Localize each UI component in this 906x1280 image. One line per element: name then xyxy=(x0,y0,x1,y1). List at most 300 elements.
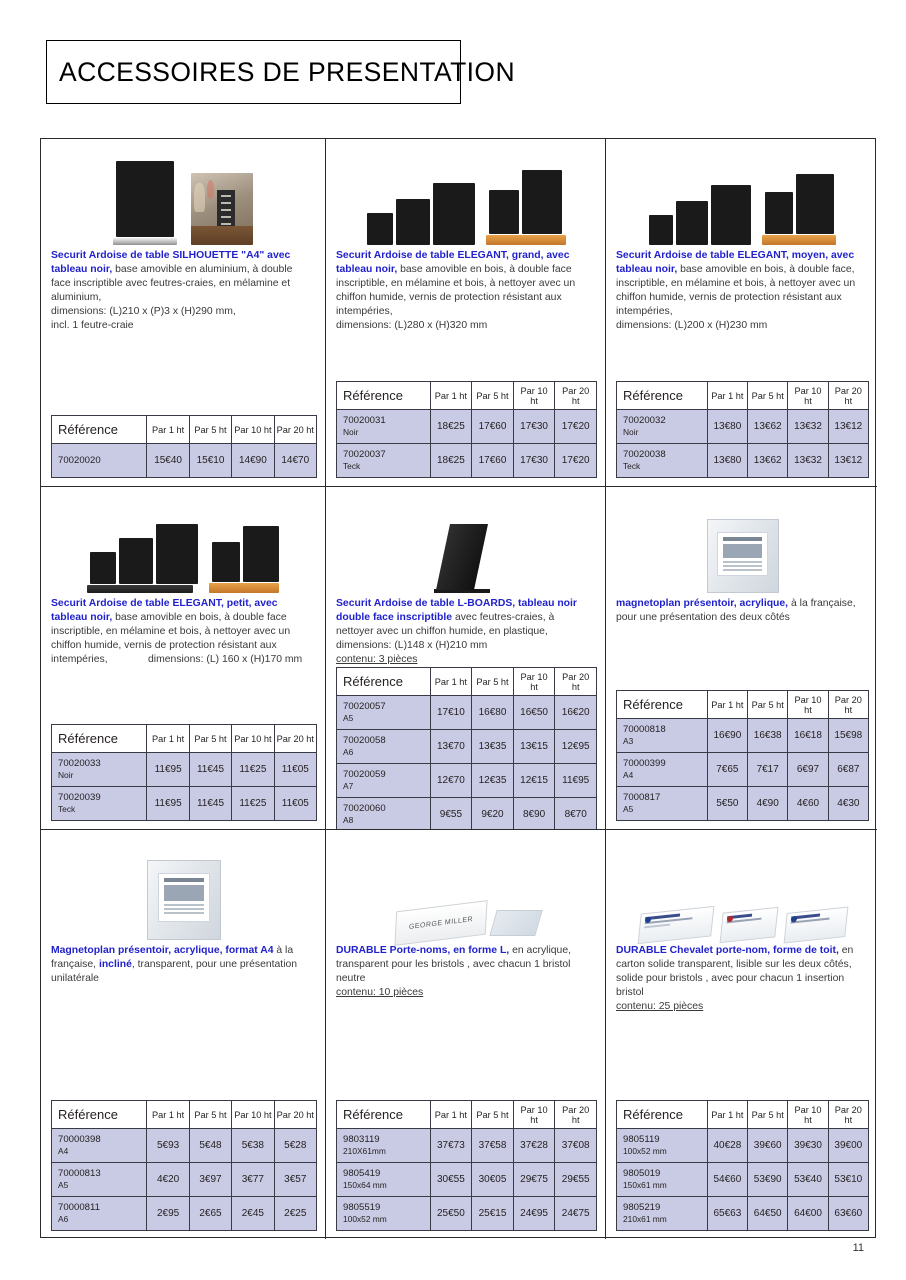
cell-price-10: 4€60 xyxy=(788,787,828,821)
header-par-20: Par 20 ht xyxy=(828,691,868,719)
acrylic-display-stand-icon xyxy=(147,860,221,940)
product-desc-body-2: , transparent, pour une présentation unilatérale xyxy=(51,959,298,985)
product-images xyxy=(616,836,869,940)
header-par-20: Par 20 ht xyxy=(274,725,316,753)
table-row xyxy=(617,1163,869,1197)
cell-price-5: 4€90 xyxy=(748,787,788,821)
cell-reference xyxy=(52,444,147,478)
cell-price-5: 13€62 xyxy=(748,444,788,478)
cell-price-20: 53€10 xyxy=(828,1163,868,1197)
header-par-20: Par 20 ht xyxy=(555,1101,597,1129)
price-table xyxy=(616,1100,869,1231)
price-table-wrap xyxy=(616,381,869,482)
reference-variant: A4 xyxy=(58,1145,69,1156)
header-par-20: Par 20 ht xyxy=(274,416,316,444)
product-dimensions: dimensions: (L)210 x (P)3 x (H)290 mm, xyxy=(51,306,236,318)
table-row xyxy=(337,730,597,764)
header-reference: Référence xyxy=(52,1101,147,1129)
reference-variant: 100x52 mm xyxy=(343,1213,387,1224)
product-images xyxy=(51,145,317,245)
reference-variant: 150x61 mm xyxy=(623,1179,667,1190)
product-dimensions: dimensions: (L)280 x (H)320 mm xyxy=(336,320,488,332)
product-contenu: contenu: 10 pièces xyxy=(336,987,424,999)
cell-price-10: 29€75 xyxy=(513,1163,555,1197)
cell-price-1: 37€73 xyxy=(430,1129,472,1163)
cell-price-5: 64€50 xyxy=(748,1197,788,1231)
cell-price-1: 16€90 xyxy=(707,719,747,753)
cell-price-10: 5€38 xyxy=(232,1129,274,1163)
product-contenu: contenu: 3 pièces xyxy=(336,654,418,666)
table-row xyxy=(617,444,869,478)
table-row xyxy=(337,1163,597,1197)
cell-price-1: 12€70 xyxy=(430,764,472,798)
header-par-20: Par 20 ht xyxy=(828,1101,868,1129)
price-table-wrap xyxy=(51,1100,317,1235)
table-row xyxy=(52,444,317,478)
reference-code: 9805519 xyxy=(343,1202,381,1213)
header-par-5: Par 5 ht xyxy=(748,1101,788,1129)
price-table-wrap xyxy=(51,415,317,482)
cell-price-10: 11€25 xyxy=(232,787,274,821)
product-desc-body: base amovible en bois, à double face, inscriptible, en mélamine et bois, à nettoyer avec un chiffon humide, vernis de protection résistant aux intempéries, xyxy=(616,264,856,318)
product-desc-body: base amovible en aluminium, à double face inscriptible avec feutres-craies, en mélamine et aluminium, xyxy=(51,264,293,304)
cell-price-1: 13€70 xyxy=(430,730,472,764)
header-par-1: Par 1 ht xyxy=(147,416,189,444)
cell-price-10: 17€30 xyxy=(513,410,555,444)
cell-price-1: 2€95 xyxy=(147,1197,189,1231)
product-cell-magnetoplan-presentoir-francaise xyxy=(606,487,877,830)
cell-price-5: 13€35 xyxy=(472,730,514,764)
product-description xyxy=(51,249,317,334)
reference-code: 70020031 xyxy=(343,415,386,426)
cell-reference xyxy=(337,798,431,830)
price-table-wrap xyxy=(336,381,597,482)
cell-price-5: 11€45 xyxy=(189,753,231,787)
header-reference: Référence xyxy=(617,382,708,410)
nameplate-card-label: GEORGE MILLER xyxy=(394,900,487,946)
cell-price-20: 13€12 xyxy=(828,410,868,444)
cell-price-1: 18€25 xyxy=(430,410,472,444)
header-reference: Référence xyxy=(52,725,147,753)
cell-price-10: 16€50 xyxy=(513,696,555,730)
cell-price-1: 17€10 xyxy=(430,696,472,730)
cell-reference xyxy=(337,1197,431,1231)
price-table xyxy=(616,690,869,821)
header-par-10: Par 10 ht xyxy=(513,668,555,696)
price-table xyxy=(51,415,317,478)
reference-variant: 210X61mm xyxy=(343,1145,386,1156)
cell-price-1: 11€95 xyxy=(147,787,189,821)
cell-price-5: 12€35 xyxy=(472,764,514,798)
reference-code: 9803119 xyxy=(343,1134,380,1145)
cell-price-10: 2€45 xyxy=(232,1197,274,1231)
chalkboard-sign-group-icon xyxy=(90,524,198,593)
product-images xyxy=(616,493,869,593)
reference-variant: 150x64 mm xyxy=(343,1179,387,1190)
cell-price-1: 18€25 xyxy=(430,444,472,478)
header-par-5: Par 5 ht xyxy=(472,1101,514,1129)
cell-price-20: 11€05 xyxy=(274,787,316,821)
cell-reference xyxy=(337,730,431,764)
table-row xyxy=(52,1129,317,1163)
product-images xyxy=(51,836,317,940)
cell-price-5: 7€17 xyxy=(748,753,788,787)
cell-reference xyxy=(52,787,147,821)
product-dimensions: dimensions: (L)200 x (H)230 mm xyxy=(616,320,768,332)
table-header-row xyxy=(337,382,597,410)
product-cell-durable-porte-noms-l xyxy=(326,830,606,1239)
cell-price-1: 65€63 xyxy=(707,1197,747,1231)
reference-code: 70020037 xyxy=(343,449,386,460)
l-shape-nameplate-icon xyxy=(395,906,539,940)
cell-reference xyxy=(617,1163,708,1197)
cell-price-20: 4€30 xyxy=(828,787,868,821)
reference-variant: Teck xyxy=(623,460,641,471)
header-par-5: Par 5 ht xyxy=(189,1101,231,1129)
cell-reference xyxy=(337,410,431,444)
header-par-20: Par 20 ht xyxy=(828,382,868,410)
price-table-wrap xyxy=(616,1100,869,1235)
cell-price-5: 13€62 xyxy=(748,410,788,444)
cell-price-10: 39€30 xyxy=(788,1129,828,1163)
cell-reference xyxy=(337,1163,431,1197)
header-par-5: Par 5 ht xyxy=(472,668,514,696)
page-number: 11 xyxy=(852,1242,864,1254)
cell-price-1: 13€80 xyxy=(707,410,747,444)
table-row xyxy=(617,1197,869,1231)
cell-price-10: 37€28 xyxy=(513,1129,555,1163)
cell-reference xyxy=(337,696,431,730)
cell-price-10: 12€15 xyxy=(513,764,555,798)
product-title: DURABLE Chevalet porte-nom, forme de toit, xyxy=(616,945,839,956)
table-header-row xyxy=(617,382,869,410)
product-desc-highlight: incliné xyxy=(98,959,132,971)
cell-price-5: 25€15 xyxy=(472,1197,514,1231)
reference-variant: A5 xyxy=(343,712,354,723)
table-row xyxy=(337,696,597,730)
cell-price-1: 9€55 xyxy=(430,798,472,830)
chalkboard-sign-wood-base-icon xyxy=(212,526,279,593)
header-reference: Référence xyxy=(337,668,431,696)
price-table-wrap xyxy=(616,690,869,825)
product-description xyxy=(616,944,869,1014)
header-par-20: Par 20 ht xyxy=(555,382,597,410)
product-title: magnetoplan présentoir, acrylique, xyxy=(616,598,789,609)
product-desc-body: avec feutres-craies, à nettoyer avec un chiffon humide, en plastique, dimensions: (L)148 x (H)210 mm xyxy=(336,612,555,652)
product-desc-body: base amovible en bois, à double face inscriptible, en mélamine et bois, à nettoyer avec un chiffon humide, vernis de protection résistant aux intempéries, xyxy=(336,264,576,318)
header-par-10: Par 10 ht xyxy=(232,1101,274,1129)
l-board-icon xyxy=(443,524,490,593)
table-row xyxy=(337,444,597,478)
cell-reference xyxy=(617,753,708,787)
cell-price-20: 17€20 xyxy=(555,444,597,478)
reference-code: 70020058 xyxy=(343,735,386,747)
cell-price-1: 13€80 xyxy=(707,444,747,478)
cell-price-5: 15€10 xyxy=(189,444,231,478)
cell-price-5: 9€20 xyxy=(472,798,514,830)
product-description xyxy=(336,944,597,1000)
header-par-5: Par 5 ht xyxy=(748,382,788,410)
product-desc-body: en acrylique, transparent pour les bristols , avec chacun 1 bristol neutre xyxy=(336,945,572,985)
reference-variant: A6 xyxy=(58,1213,69,1224)
reference-variant: 210x61 mm xyxy=(623,1213,667,1224)
product-title: Securit Ardoise de table ELEGANT, grand, avec tableau noir, xyxy=(336,250,570,276)
reference-variant: A5 xyxy=(58,1179,69,1190)
table-row xyxy=(617,410,869,444)
product-description xyxy=(51,597,317,667)
cell-price-20: 37€08 xyxy=(555,1129,597,1163)
header-par-10: Par 10 ht xyxy=(232,416,274,444)
header-par-1: Par 1 ht xyxy=(430,1101,472,1129)
product-images xyxy=(616,145,869,245)
price-table xyxy=(51,1100,317,1231)
reference-code: 70000811 xyxy=(58,1202,100,1213)
reference-code: 70020020 xyxy=(58,454,101,466)
cell-price-5: 3€97 xyxy=(189,1163,231,1197)
reference-code: 70000398 xyxy=(58,1134,101,1145)
table-row xyxy=(52,787,317,821)
product-images xyxy=(336,145,597,245)
cell-price-10: 14€90 xyxy=(232,444,274,478)
product-dimensions: dimensions: (L) 160 x (H)170 mm xyxy=(148,654,303,666)
price-table xyxy=(336,667,597,830)
cell-price-20: 13€12 xyxy=(828,444,868,478)
cell-reference xyxy=(52,753,147,787)
product-photo xyxy=(191,173,253,245)
header-reference: Référence xyxy=(337,382,431,410)
cell-price-20: 11€95 xyxy=(555,764,597,798)
product-cell-securit-l-boards xyxy=(326,487,606,830)
table-header-row xyxy=(337,1101,597,1129)
product-cell-durable-chevalet-porte-nom xyxy=(606,830,877,1239)
reference-code: 70020057 xyxy=(343,701,386,713)
product-description xyxy=(336,249,597,334)
reference-code: 70000399 xyxy=(623,758,666,769)
cell-reference xyxy=(617,444,708,478)
cell-price-5: 16€38 xyxy=(748,719,788,753)
cell-reference xyxy=(617,1197,708,1231)
table-row xyxy=(617,787,869,821)
header-par-1: Par 1 ht xyxy=(430,382,472,410)
reference-code: 70020039 xyxy=(58,792,101,803)
cell-price-20: 11€05 xyxy=(274,753,316,787)
reference-variant: Noir xyxy=(623,426,639,437)
cell-price-20: 8€70 xyxy=(555,798,597,830)
cell-price-10: 13€32 xyxy=(788,444,828,478)
cell-price-5: 30€05 xyxy=(472,1163,514,1197)
header-par-10: Par 10 ht xyxy=(788,382,828,410)
chalkboard-sign-wood-base-icon xyxy=(489,170,566,245)
cell-reference xyxy=(617,787,708,821)
product-images xyxy=(51,493,317,593)
header-par-10: Par 10 ht xyxy=(232,725,274,753)
reference-code: 70020059 xyxy=(343,769,386,781)
product-grid xyxy=(40,138,876,1238)
table-row xyxy=(52,1163,317,1197)
product-contenu: contenu: 25 pièces xyxy=(616,1001,704,1013)
cell-price-5: 11€45 xyxy=(189,787,231,821)
acrylic-display-stand-icon xyxy=(707,519,779,593)
cell-price-5: 39€60 xyxy=(748,1129,788,1163)
cell-price-1: 40€28 xyxy=(707,1129,747,1163)
cell-reference xyxy=(617,410,708,444)
table-row xyxy=(52,1197,317,1231)
reference-variant: Noir xyxy=(343,426,359,437)
product-images xyxy=(336,836,597,940)
reference-variant: Teck xyxy=(58,803,76,814)
chalkboard-sign-group-icon xyxy=(649,185,751,245)
product-desc-body: base amovible en bois, à double face inscriptible, en mélamine et bois, à nettoyer avec un chiffon humide, vernis de protection résistant aux intempéries, xyxy=(51,612,291,666)
cell-price-10: 17€30 xyxy=(513,444,555,478)
cell-price-20: 12€95 xyxy=(555,730,597,764)
product-description xyxy=(51,944,317,986)
header-par-5: Par 5 ht xyxy=(189,416,231,444)
cell-price-20: 24€75 xyxy=(555,1197,597,1231)
cell-price-5: 53€90 xyxy=(748,1163,788,1197)
reference-code: 9805419 xyxy=(343,1168,381,1179)
reference-code: 70020060 xyxy=(343,803,386,815)
header-par-1: Par 1 ht xyxy=(430,668,472,696)
cell-reference xyxy=(337,444,431,478)
header-reference: Référence xyxy=(617,691,708,719)
reference-variant: A3 xyxy=(623,735,634,746)
cell-price-1: 5€50 xyxy=(707,787,747,821)
table-row xyxy=(617,719,869,753)
header-par-1: Par 1 ht xyxy=(707,691,747,719)
cell-price-1: 7€65 xyxy=(707,753,747,787)
cell-reference xyxy=(337,1129,431,1163)
page-title: ACCESSOIRES DE PRESENTATION xyxy=(59,56,515,87)
table-row xyxy=(337,1197,597,1231)
reference-code: 70020038 xyxy=(623,449,666,460)
reference-code: 70020033 xyxy=(58,758,101,769)
table-row xyxy=(337,798,597,830)
reference-variant: 100x52 mm xyxy=(623,1145,667,1156)
cell-price-10: 13€15 xyxy=(513,730,555,764)
cell-reference xyxy=(52,1197,147,1231)
reference-variant: Teck xyxy=(343,460,361,471)
cell-price-1: 25€50 xyxy=(430,1197,472,1231)
cell-reference xyxy=(52,1163,147,1197)
product-images xyxy=(336,493,597,593)
cell-price-20: 14€70 xyxy=(274,444,316,478)
cell-price-5: 37€58 xyxy=(472,1129,514,1163)
page-title-box xyxy=(46,40,515,104)
cell-price-10: 6€97 xyxy=(788,753,828,787)
reference-code: 9805019 xyxy=(623,1168,661,1179)
reference-variant: A8 xyxy=(343,814,354,825)
cell-price-10: 8€90 xyxy=(513,798,555,830)
product-desc-body: à la française, pour une présentation des deux côtés xyxy=(616,598,856,624)
cell-price-1: 11€95 xyxy=(147,753,189,787)
header-reference: Référence xyxy=(52,416,147,444)
product-title: Magnetoplan présentoir, acrylique, format A4 xyxy=(51,945,274,956)
header-par-10: Par 10 ht xyxy=(788,691,828,719)
header-par-1: Par 1 ht xyxy=(707,1101,747,1129)
product-cell-securit-elegant-petit xyxy=(41,487,326,830)
header-par-1: Par 1 ht xyxy=(147,1101,189,1129)
cell-reference xyxy=(52,1129,147,1163)
chalkboard-sign-group-icon xyxy=(367,183,475,245)
cell-price-10: 13€32 xyxy=(788,410,828,444)
header-reference: Référence xyxy=(617,1101,708,1129)
price-table xyxy=(336,1100,597,1231)
cell-price-20: 63€60 xyxy=(828,1197,868,1231)
cell-price-20: 17€20 xyxy=(555,410,597,444)
cell-price-10: 16€18 xyxy=(788,719,828,753)
cell-price-1: 5€93 xyxy=(147,1129,189,1163)
reference-variant: A6 xyxy=(343,746,354,757)
reference-code: 70000813 xyxy=(58,1168,101,1179)
cell-price-5: 16€80 xyxy=(472,696,514,730)
reference-variant: Noir xyxy=(58,769,74,780)
reference-code: 7000817 xyxy=(623,792,661,803)
cell-price-20: 2€25 xyxy=(274,1197,316,1231)
reference-variant: A5 xyxy=(623,803,634,814)
reference-code: 9805219 xyxy=(623,1202,661,1213)
reference-variant: A7 xyxy=(343,780,354,791)
header-par-20: Par 20 ht xyxy=(555,668,597,696)
header-par-10: Par 10 ht xyxy=(513,382,555,410)
cell-reference xyxy=(617,719,708,753)
price-table xyxy=(336,381,597,478)
header-reference: Référence xyxy=(337,1101,431,1129)
product-title: Securit Ardoise de table SILHOUETTE "A4" avec tableau noir, xyxy=(51,250,291,276)
cell-price-10: 24€95 xyxy=(513,1197,555,1231)
table-header-row xyxy=(617,691,869,719)
header-par-1: Par 1 ht xyxy=(707,382,747,410)
cell-price-10: 53€40 xyxy=(788,1163,828,1197)
table-header-row xyxy=(617,1101,869,1129)
cell-price-5: 2€65 xyxy=(189,1197,231,1231)
header-par-1: Par 1 ht xyxy=(147,725,189,753)
cell-reference xyxy=(337,764,431,798)
product-description xyxy=(616,597,869,625)
table-row xyxy=(337,410,597,444)
cell-price-10: 3€77 xyxy=(232,1163,274,1197)
cell-price-20: 3€57 xyxy=(274,1163,316,1197)
header-par-20: Par 20 ht xyxy=(274,1101,316,1129)
table-row xyxy=(617,753,869,787)
table-row xyxy=(617,1129,869,1163)
cell-price-20: 16€20 xyxy=(555,696,597,730)
table-header-row xyxy=(52,416,317,444)
price-table-wrap xyxy=(336,1100,597,1235)
cell-price-20: 5€28 xyxy=(274,1129,316,1163)
product-cell-securit-silhouette-a4 xyxy=(41,139,326,487)
reference-code: 9805119 xyxy=(623,1134,660,1145)
header-par-5: Par 5 ht xyxy=(748,691,788,719)
price-table xyxy=(616,381,869,478)
reference-code: 70000818 xyxy=(623,724,666,735)
cell-price-5: 5€48 xyxy=(189,1129,231,1163)
table-row xyxy=(52,753,317,787)
table-header-row xyxy=(52,725,317,753)
table-header-row xyxy=(337,668,597,696)
chalkboard-sign-icon xyxy=(116,161,177,245)
cell-price-1: 15€40 xyxy=(147,444,189,478)
product-title: Securit Ardoise de table L-BOARDS, tableau noir double face inscriptible xyxy=(336,598,577,624)
cell-price-10: 64€00 xyxy=(788,1197,828,1231)
chalkboard-sign-wood-base-icon xyxy=(765,174,836,245)
cell-price-20: 15€98 xyxy=(828,719,868,753)
cell-price-1: 4€20 xyxy=(147,1163,189,1197)
tent-card-nameplates-icon xyxy=(639,910,847,940)
price-table xyxy=(51,724,317,821)
cell-price-1: 54€60 xyxy=(707,1163,747,1197)
cell-price-5: 17€60 xyxy=(472,444,514,478)
cell-price-20: 29€55 xyxy=(555,1163,597,1197)
